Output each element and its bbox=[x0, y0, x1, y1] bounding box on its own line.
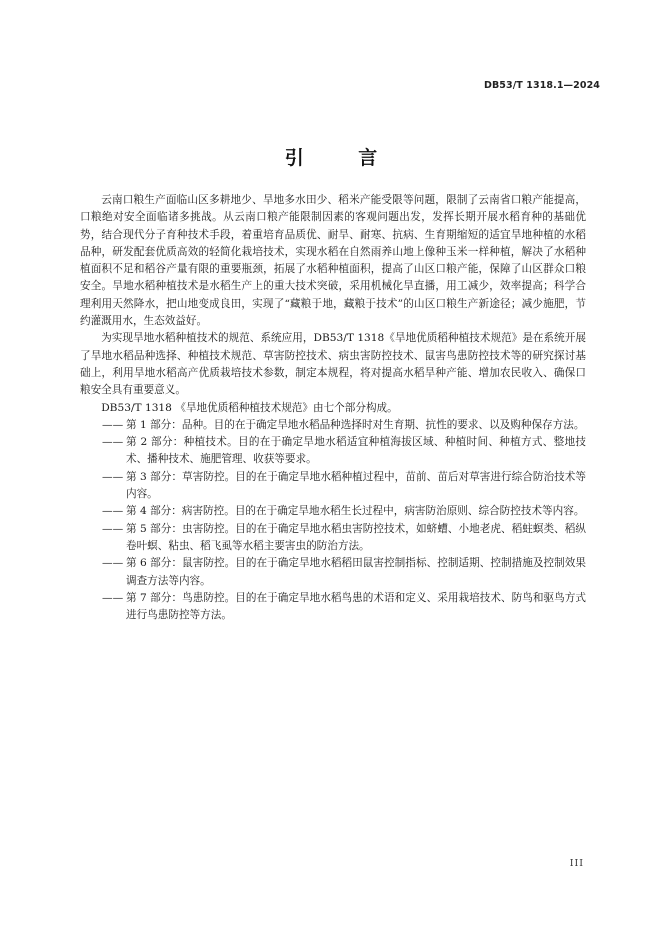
em-dash: —— bbox=[102, 470, 124, 483]
part-item-text: 第 3 部分：草害防控。目的在于确定旱地水稻种植过程中，苗前、苗后对草害进行综合防治技术等内容。 bbox=[126, 470, 586, 501]
document-body bbox=[80, 192, 586, 624]
page-title: 引 言 bbox=[284, 147, 402, 169]
part-item-text: 第 6 部分：鼠害防控。目的在于确定旱地水稻稻田鼠害控制指标、控制适期、控制措施及控制效果调查方法等内容。 bbox=[126, 557, 586, 587]
page-number: III bbox=[569, 858, 584, 869]
parts-intro: DB53/T 1318 《旱地优质稻种植技术规范》由七个部分构成。 bbox=[101, 401, 398, 414]
part-item-text: 第 5 部分：虫害防控。目的在于确定旱地水稻虫害防控技术，如蛴螬、小地老虎、稻蛀螟类、稻纵卷叶螟、粘虫、稻飞虱等水稻主要害虫的防治方法。 bbox=[126, 522, 586, 552]
em-dash: —— bbox=[102, 522, 124, 535]
part-item-text: 第 1 部分：品种。目的在于确定旱地水稻品种选择时对生育期、抗性的要求、以及购种保存方法。 bbox=[126, 418, 585, 431]
part-item bbox=[80, 521, 586, 556]
part-item bbox=[80, 590, 586, 625]
em-dash: —— bbox=[102, 591, 124, 604]
part-item bbox=[80, 503, 586, 520]
part-item bbox=[80, 434, 586, 469]
em-dash: —— bbox=[102, 436, 124, 449]
part-item bbox=[80, 555, 586, 590]
part-item bbox=[80, 417, 586, 434]
part-item bbox=[80, 469, 586, 504]
intro-paragraph-1: 云南口粮生产面临山区多耕地少、旱地多水田少、稻米产能受限等问题，限制了云南省口粮产能提高，口粮绝对安全面临诸多挑战。从云南口粮产能限制因素的客观问题出发，发挥长期开展水稻育种的基础优势，结合现代分子育种技术手段，着重培育品质优、耐旱、耐寒、抗病、生育期缩短的适宜旱地种植的水稻品种，研发配套优质高效的轻简化栽培技术，实现水稻在自然雨养山地上像种玉米一样种植，解决了水稻种植面积不足和稻谷产量有限的重要瓶颈，拓展了水稻种植面积，提高了山区口粮产能，保障了山区群众口粮安全。旱地水稻种植技术是水稻生产上的重大技术突破，采用机械化旱直播，用工减少，效率提高；科学合理利用天然降水，把山地变成良田，实现了“藏粮于地，藏粮于技术”的山区口粮生产新途径；减少施肥，节约灌溉用水，生态效益好。 bbox=[80, 194, 586, 328]
em-dash: —— bbox=[102, 557, 124, 570]
standard-code: DB53/T 1318.1—2024 bbox=[483, 80, 600, 91]
em-dash: —— bbox=[102, 505, 124, 518]
part-item-text: 第 7 部分：鸟患防控。目的在于确定旱地水稻鸟患的术语和定义、采用栽培技术、防鸟和驱鸟方式进行鸟患防控等方法。 bbox=[126, 591, 586, 622]
part-item-text: 第 2 部分：种植技术。目的在于确定旱地水稻适宜种植海拔区域、种植时间、种植方式、整地技术、播种技术、施肥管理、收获等要求。 bbox=[126, 436, 586, 466]
intro-paragraph-2: 为实现旱地水稻种植技术的规范、系统应用，DB53/T 1318《旱地优质稻种植技术规范》是在系统开展了旱地水稻品种选择、种植技术规范、草害防控技术、病虫害防控技术、鼠害鸟患防控技术等的研究探讨基础上，利用旱地水稻高产优质栽培技术参数，制定本规程，将对提高水稻旱种产能、增加农民收入、确保口粮安全具有重要意义。 bbox=[80, 332, 586, 397]
em-dash: —— bbox=[102, 418, 124, 431]
part-item-text: 第 4 部分：病害防控。目的在于确定旱地水稻生长过程中，病害防治原则、综合防控技术等内容。 bbox=[126, 505, 585, 518]
